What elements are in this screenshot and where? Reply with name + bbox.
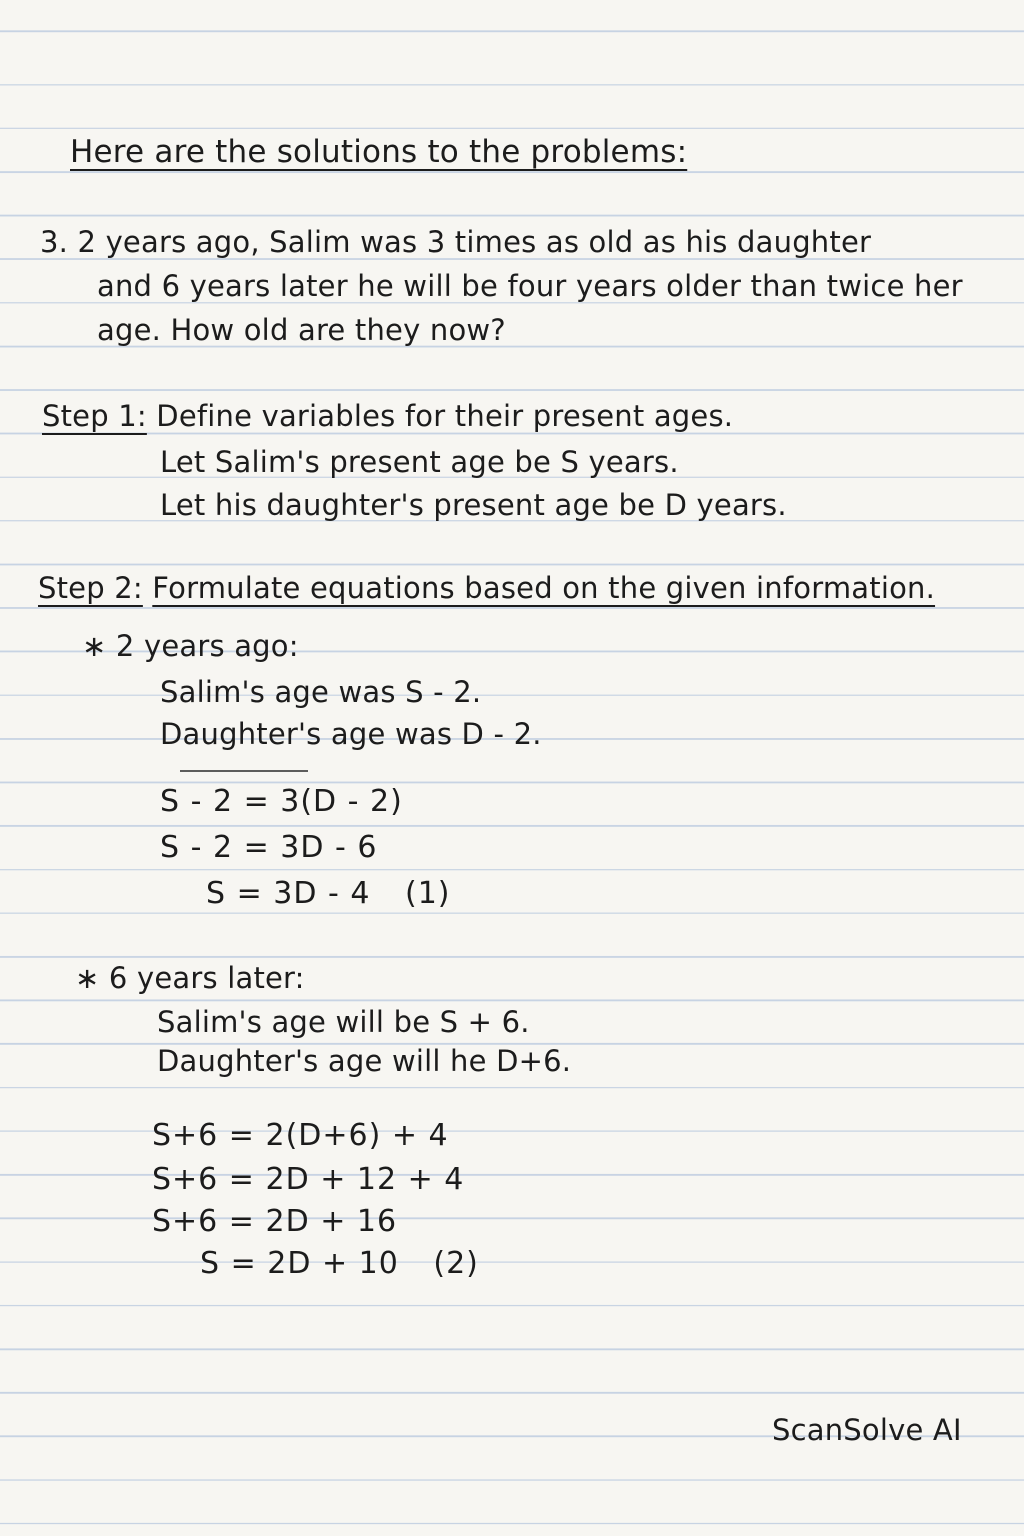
problem-text-1: 2 years ago, Salim was 3 times as old as his daughter (77, 225, 872, 259)
part-a-line-1: Salim's age was S - 2. (160, 675, 482, 709)
part-b-line-1: Salim's age will be S + 6. (157, 1005, 530, 1039)
part-b-title: 6 years later: (108, 961, 305, 995)
part-a-heading (82, 628, 299, 664)
step1-label: Step 1: (42, 399, 147, 433)
part-b-heading (75, 960, 305, 996)
problem-line-1 (40, 224, 871, 260)
part-a-line-2: Daughter's age was D - 2. (160, 717, 542, 751)
equation-a-3-text: S = 3D - 4 (206, 876, 371, 911)
equation-b-2: S+6 = 2D + 12 + 4 (152, 1162, 465, 1197)
equation-b-1: S+6 = 2(D+6) + 4 (152, 1118, 449, 1153)
footer-signature: ScanSolve AI (772, 1413, 962, 1447)
problem-line-2: and 6 years later he will be four years older than twice her (97, 269, 963, 303)
problem-number: 3. (40, 225, 69, 259)
part-a-title: 2 years ago: (115, 629, 299, 663)
problem-line-3: age. How old are they now? (97, 313, 506, 347)
step2-text: Formulate equations based on the given information. (152, 571, 936, 605)
equation-tag-1: (1) (404, 876, 451, 911)
step1-line-1: Let Salim's present age be S years. (160, 445, 679, 479)
step1-line-2: Let his daughter's present age be D years. (160, 488, 787, 522)
scribble-mark (180, 770, 308, 772)
part-b-bullet: ∗ (75, 961, 100, 995)
part-b-line-2: Daughter's age will he D+6. (157, 1044, 572, 1078)
part-a-bullet: ∗ (82, 629, 107, 663)
equation-b-3: S+6 = 2D + 16 (152, 1204, 398, 1239)
equation-a-1: S - 2 = 3(D - 2) (160, 784, 403, 819)
equation-b-4-text: S = 2D + 10 (200, 1246, 399, 1281)
equation-a-3 (206, 876, 450, 912)
equation-b-4 (200, 1246, 479, 1282)
equation-a-2: S - 2 = 3D - 6 (160, 830, 378, 865)
step2-heading (38, 570, 935, 606)
equation-tag-2: (2) (433, 1246, 479, 1281)
step1-text: Define variables for their present ages. (156, 399, 734, 433)
page-title: Here are the solutions to the problems: (70, 134, 688, 170)
step2-label: Step 2: (38, 571, 143, 605)
step1-heading (42, 398, 733, 434)
